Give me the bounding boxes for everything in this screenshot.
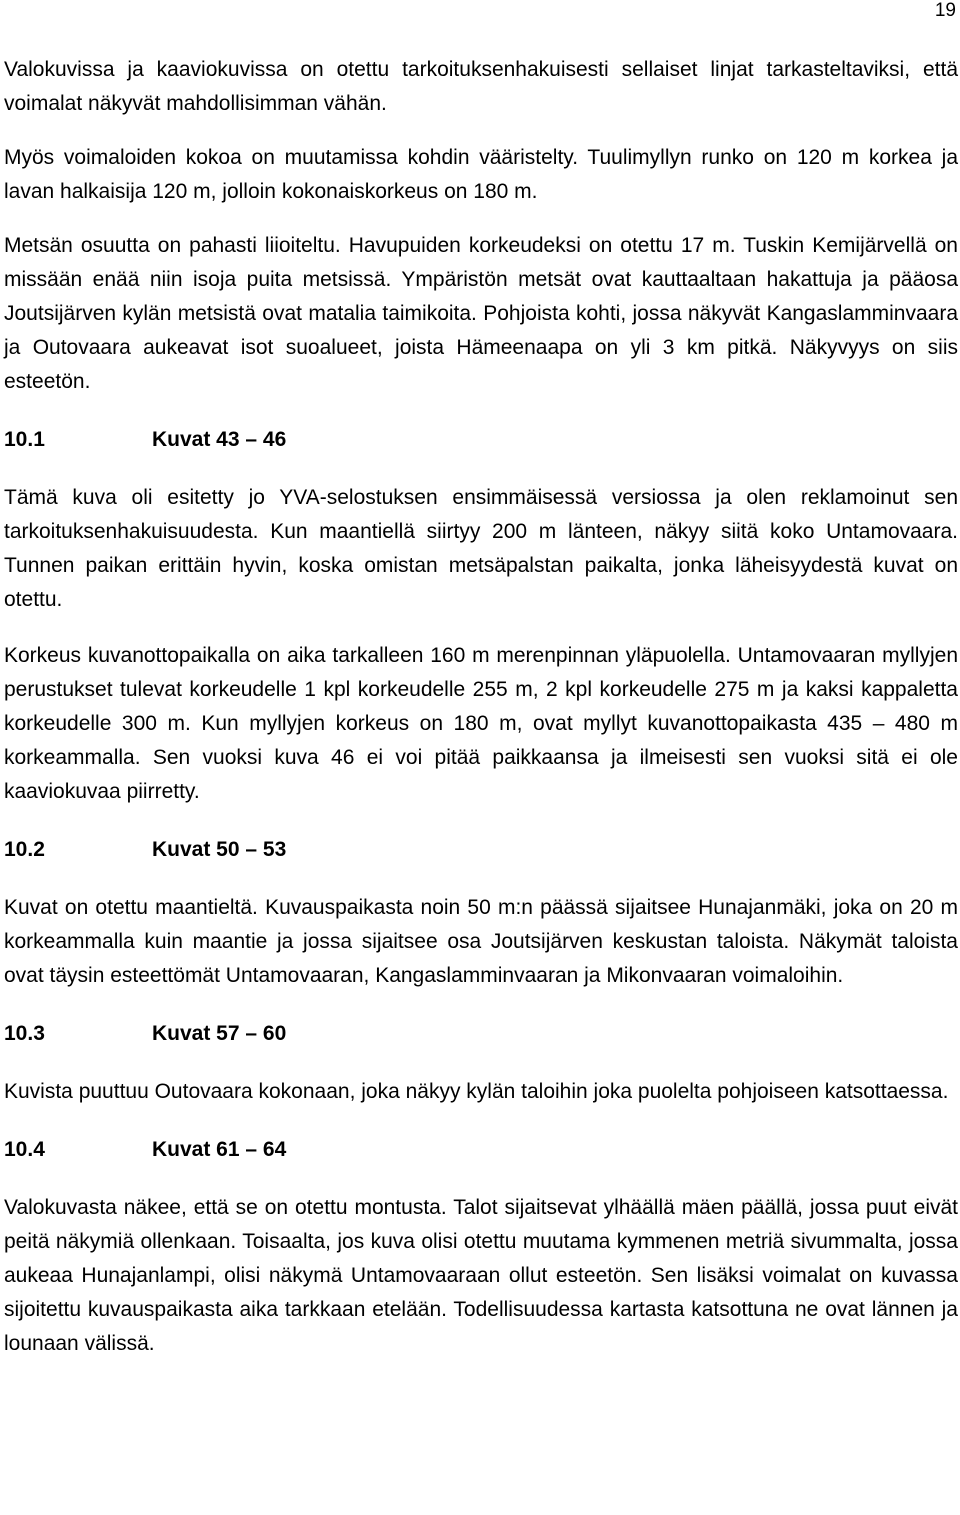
section-number: 10.1 — [4, 428, 45, 451]
paragraph-intro-3: Metsän osuutta on pahasti liioiteltu. Havupuiden korkeudeksi on otettu 17 m. Tuskin Kemijärvellä on missään enää niin isoja puita metsissä. Ympäristön metsät ovat kauttaaltaan hakattuja ja pääosa Joutsijärven kylän metsistä ovat matalia taimikoita. Pohjoista kohti, jossa näkyvät Kangaslamminvaara ja Outovaara aukeavat isot suoalueet, joista Hämeenaapa on yli 3 km pitkä. Näkyvyys on siis esteetön. — [4, 234, 958, 393]
paragraph-10-4-1: Valokuvasta näkee, että se on otettu montusta. Talot sijaitsevat ylhäällä mäen päällä, jossa puut eivät peitä näkymiä ollenkaan. Toisaalta, jos kuva olisi otettu muutama kymmenen metriä sivummalta, jossa aukeaa Hunajanlampi, olisi näkymä Untamovaaraan ollut esteetön. Sen lisäksi voimalat on kuvassa sijoitettu kuvauspaikasta aika tarkkaan etelään. Todellisuudessa kartasta katsottuna ne ovat lännen ja lounaan välissä. — [4, 1196, 958, 1355]
section-heading-10-1 — [4, 423, 958, 457]
paragraph-10-1-2: Korkeus kuvanottopaikalla on aika tarkalleen 160 m merenpinnan yläpuolella. Untamovaaran myllyjen perustukset tulevat korkeudelle 1 kpl korkeudelle 255 m, 2 kpl korkeudelle 275 m ja kaksi kappaletta korkeudelle 300 m. Kun myllyjen korkeus on 180 m, ovat myllyt kuvanottopaikasta 435 – 480 m korkeammalla. Sen vuoksi kuva 46 ei voi pitää paikkaansa ja ilmeisesti sen vuoksi sitä ei ole kaaviokuvaa piirretty. — [4, 644, 958, 803]
section-title: Kuvat 43 – 46 — [152, 428, 287, 451]
page-number: 19 — [934, 0, 956, 21]
section-title: Kuvat 61 – 64 — [152, 1138, 287, 1161]
paragraph-intro-1: Valokuvissa ja kaaviokuvissa on otettu tarkoituksenhakuisesti sellaiset linjat tarkasteltaviksi, että voimalat näkyvät mahdollisimman vähän. — [4, 58, 958, 115]
paragraph-intro-2: Myös voimaloiden kokoa on muutamissa kohdin vääristelty. Tuulimyllyn runko on 120 m korkea ja lavan halkaisija 120 m, jolloin kokonaiskorkeus on 180 m. — [4, 146, 958, 203]
section-number: 10.2 — [4, 838, 45, 861]
section-heading-10-4 — [4, 1133, 958, 1167]
section-heading-10-3 — [4, 1017, 958, 1051]
section-number: 10.4 — [4, 1138, 45, 1161]
section-number: 10.3 — [4, 1022, 45, 1045]
document-body — [4, 53, 958, 1361]
paragraph-10-1-1: Tämä kuva oli esitetty jo YVA-selostuksen ensimmäisessä versiossa ja olen reklamoinut sen tarkoituksenhakuisuudesta. Kun maantiellä siirtyy 200 m länteen, näkyy siitä koko Untamovaara. Tunnen paikan erittäin hyvin, koska omistan metsäpalstan paikalta, jonka läheisyydestä kuvat on otettu. — [4, 486, 958, 611]
section-title: Kuvat 57 – 60 — [152, 1022, 287, 1045]
paragraph-10-2-1: Kuvat on otettu maantieltä. Kuvauspaikasta noin 50 m:n päässä sijaitsee Hunajanmäki, joka on 20 m korkeammalla kuin maantie ja jossa sijaitsee osa Joutsijärven keskustan taloista. Näkymät taloista ovat täysin esteettömät Untamovaaran, Kangaslamminvaaran ja Mikonvaaran voimaloihin. — [4, 896, 958, 987]
section-heading-10-2 — [4, 833, 958, 867]
paragraph-10-3-1: Kuvista puuttuu Outovaara kokonaan, joka näkyy kylän taloihin joka puolelta pohjoiseen katsottaessa. — [4, 1080, 949, 1103]
section-title: Kuvat 50 – 53 — [152, 838, 287, 861]
